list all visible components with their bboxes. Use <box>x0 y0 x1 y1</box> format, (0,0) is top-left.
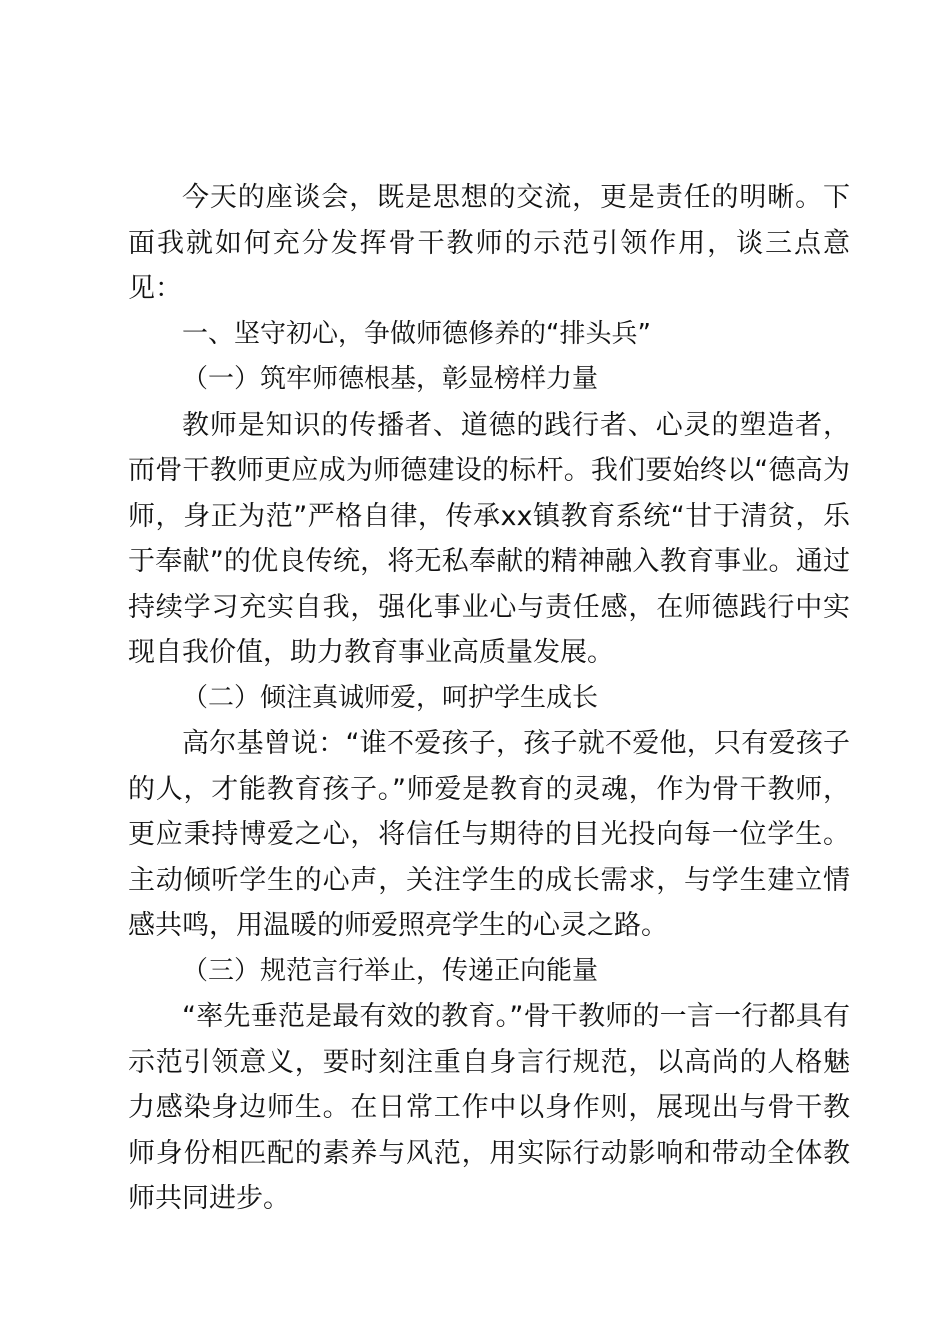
paragraph-1-2: 高尔基曾说：“谁不爱孩子，孩子就不爱他，只有爱孩子的人，才能教育孩子。”师爱是教育的灵魂，作为骨干教师，更应秉持博爱之心，将信任与期待的目光投向每一位学生。主动倾听学生的心声，关注学生的成长需求，与学生建立情感共鸣，用温暖的师爱照亮学生的心灵之路。 <box>128 728 850 941</box>
paragraph-1-3: “率先垂范是最有效的教育。”骨干教师的一言一行都具有示范引领意义，要时刻注重自身言行规范，以高尚的人格魅力感染身边师生。在日常工作中以身作则，展现出与骨干教师身份相匹配的素养与风范，用实际行动影响和带动全体教师共同进步。 <box>128 1001 850 1214</box>
document-body <box>128 175 850 1222</box>
subsection-heading-1-2: （二）倾注真诚师爱，呵护学生成长 <box>182 682 599 713</box>
subsection-heading-1-1: （一）筑牢师德根基，彰显榜样力量 <box>182 364 599 394</box>
paragraph-1-1: 教师是知识的传播者、道德的践行者、心灵的塑造者，而骨干教师更应成为师德建设的标杆。我们要始终以“德高为师，身正为范”严格自律，传承xx镇教育系统“甘于清贫，乐于奉献”的优良传统，将无私奉献的精神融入教育事业。通过持续学习充实自我，强化事业心与责任感，在师德践行中实现自我价值，助力教育事业高质量发展。 <box>128 409 850 668</box>
paragraph-intro: 今天的座谈会，既是思想的交流，更是责任的明晰。下面我就如何充分发挥骨干教师的示范引领作用，谈三点意见： <box>128 182 850 304</box>
section-heading-1: 一、坚守初心，争做师德修养的“排头兵” <box>182 318 651 349</box>
subsection-heading-1-3: （三）规范言行举止，传递正向能量 <box>182 955 599 986</box>
